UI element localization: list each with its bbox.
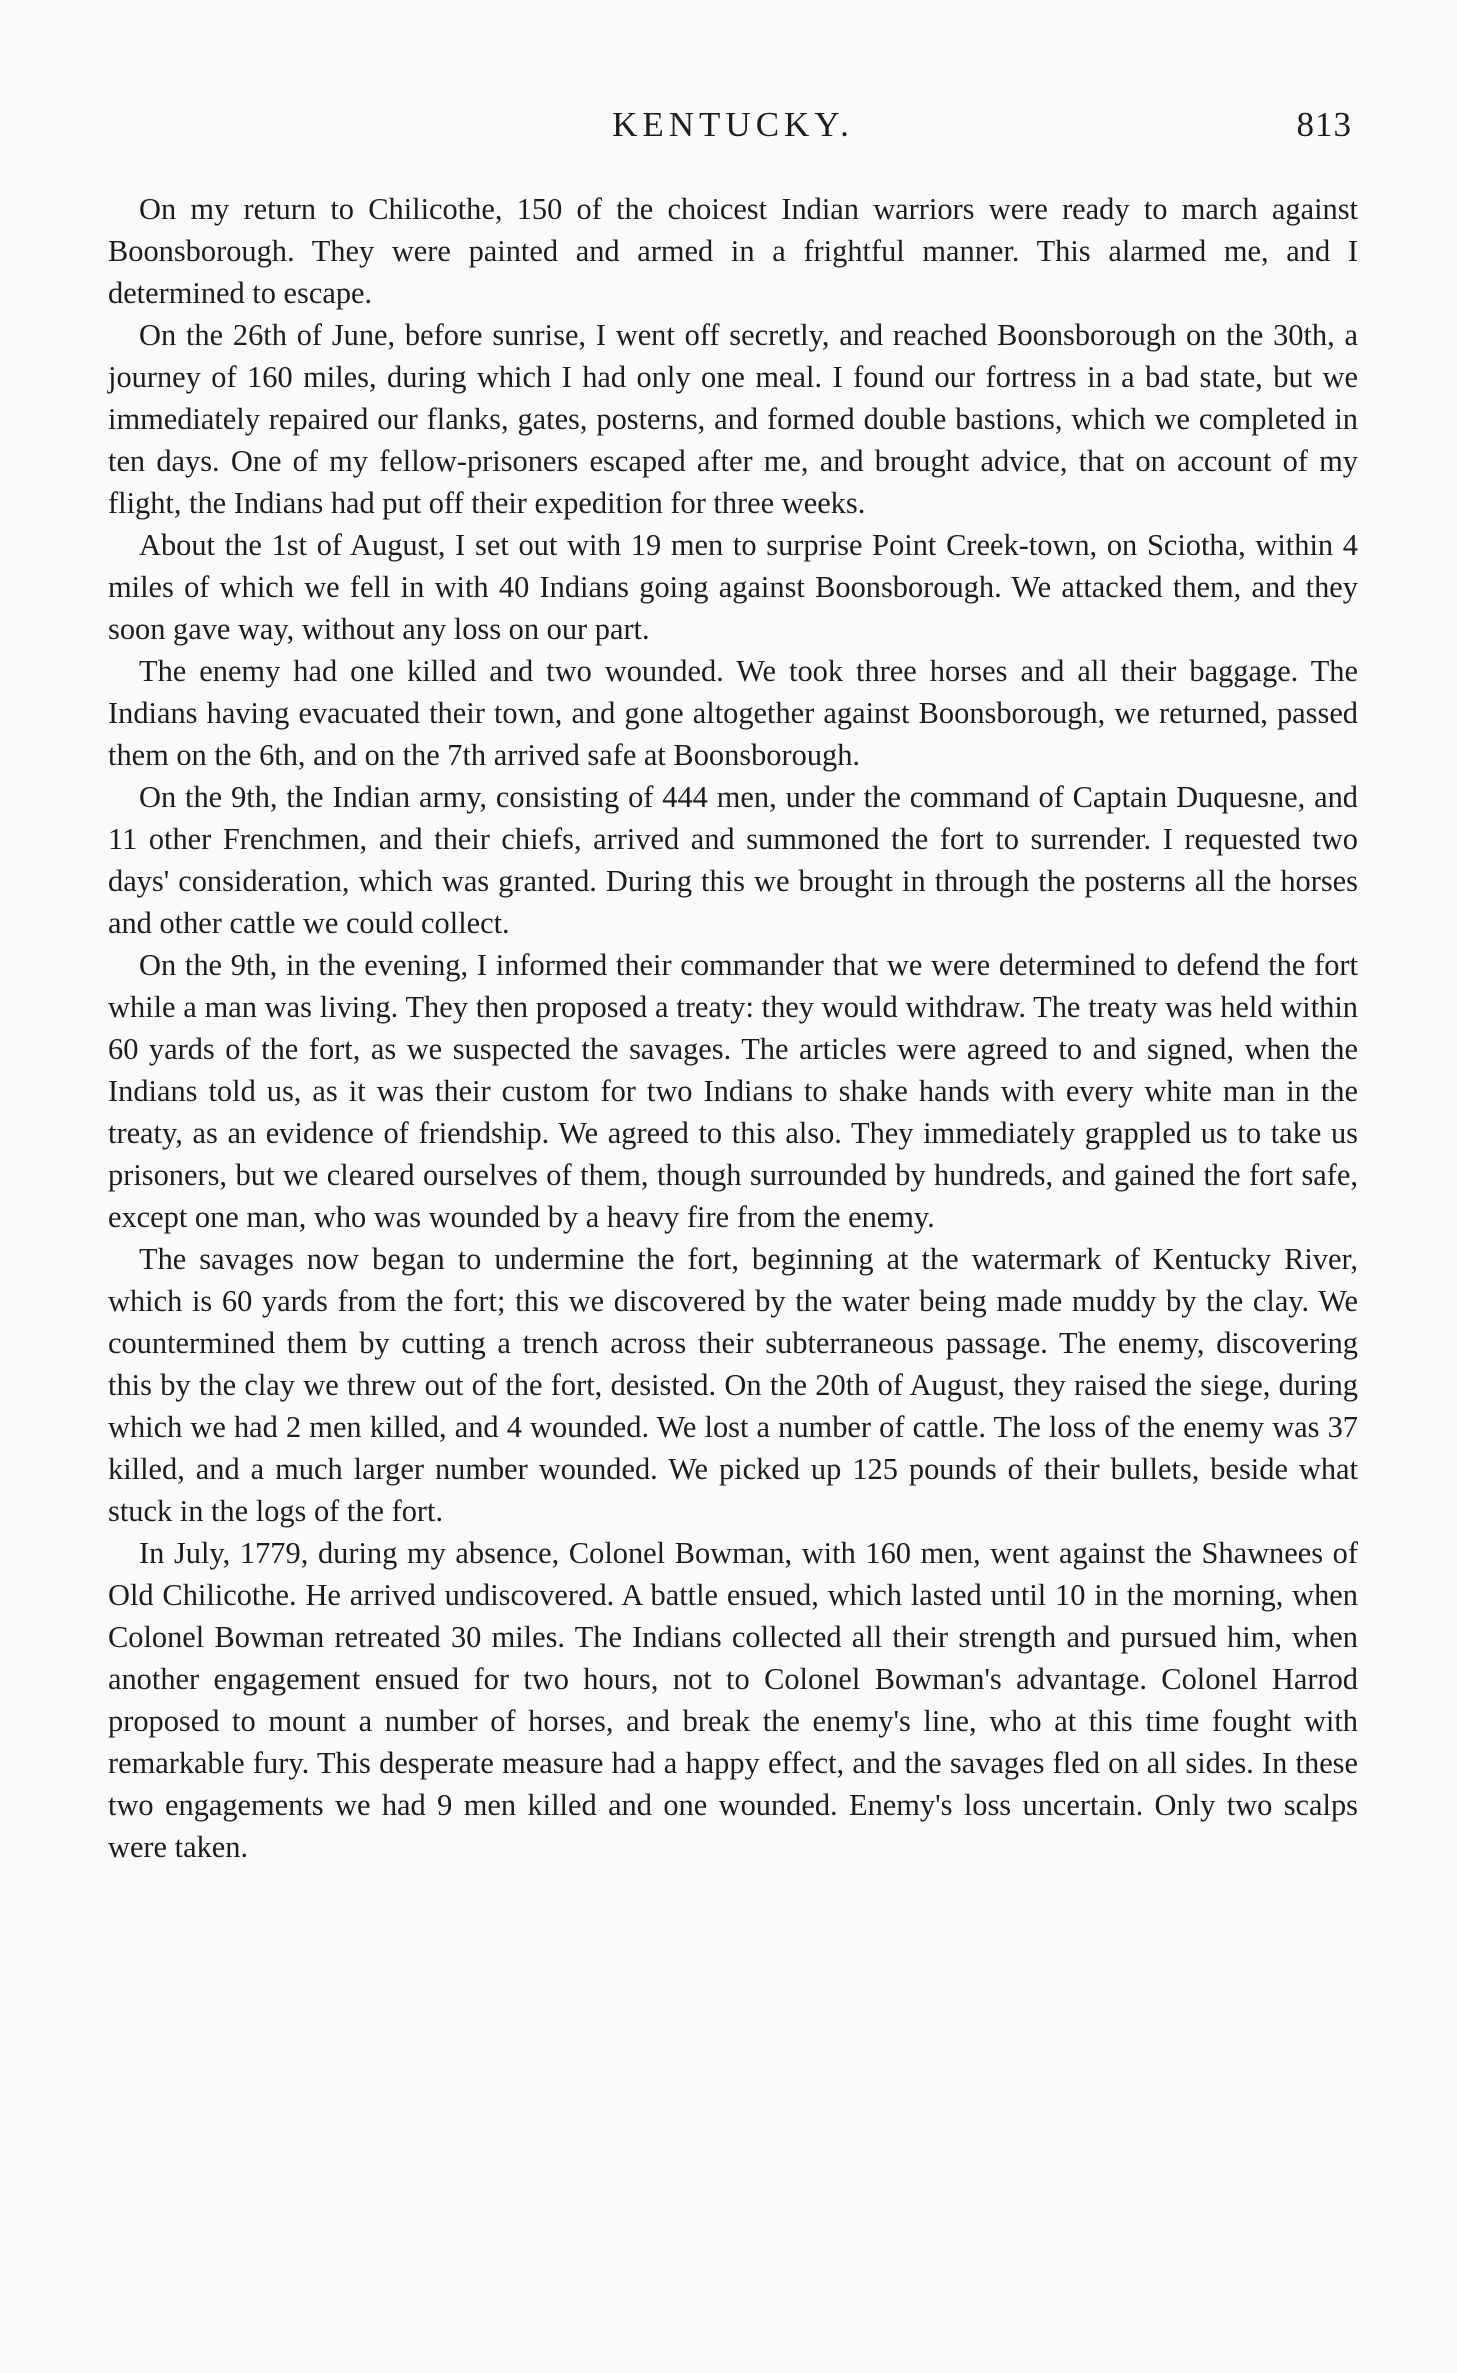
page-number: 813 <box>1296 105 1352 144</box>
paragraph: The savages now began to undermine the fort, beginning at the watermark of Kentucky River, which is 60 yards from the fort; this we discovered by the water being made muddy by the clay. We countermined them by cutting a trench across their subterraneous passage. The enemy, discovering this by the clay we threw out of the fort, desisted. On the 20th of August, they raised the siege, during which we had 2 men killed, and 4 wounded. We lost a number of cattle. The loss of the enemy was 37 killed, and a much larger number wounded. We picked up 125 pounds of their bullets, beside what stuck in the logs of the fort. <box>108 1242 1358 1528</box>
body-text <box>108 188 1358 1868</box>
paragraph: On my return to Chilicothe, 150 of the choicest Indian warriors were ready to march against Boonsborough. They were painted and armed in a frightful manner. This alarmed me, and I determined to escape. <box>108 192 1358 310</box>
paragraph: On the 26th of June, before sunrise, I went off secretly, and reached Boonsborough on the 30th, a journey of 160 miles, during which I had only one meal. I found our fortress in a bad state, but we immediately repaired our flanks, gates, posterns, and formed double bastions, which we completed in ten days. One of my fellow-prisoners escaped after me, and brought advice, that on account of my flight, the Indians had put off their expedition for three weeks. <box>108 318 1358 520</box>
running-title: KENTUCKY. <box>612 105 854 144</box>
paragraph: On the 9th, in the evening, I informed their commander that we were determined to defend the fort while a man was living. They then proposed a treaty: they would withdraw. The treaty was held within 60 yards of the fort, as we suspected the savages. The articles were agreed to and signed, when the Indians told us, as it was their custom for two Indians to shake hands with every white man in the treaty, as an evidence of friendship. We agreed to this also. They immediately grappled us to take us prisoners, but we cleared ourselves of them, though surrounded by hundreds, and gained the fort safe, except one man, who was wounded by a heavy fire from the enemy. <box>108 948 1358 1234</box>
running-head <box>108 105 1358 155</box>
paragraph: About the 1st of August, I set out with 19 men to surprise Point Creek-town, on Sciotha, within 4 miles of which we fell in with 40 Indians going against Boonsborough. We attacked them, and they soon gave way, without any loss on our part. <box>108 528 1358 646</box>
paragraph: In July, 1779, during my absence, Colonel Bowman, with 160 men, went against the Shawnees of Old Chilicothe. He arrived undiscovered. A battle ensued, which lasted until 10 in the morning, when Colonel Bowman retreated 30 miles. The Indians collected all their strength and pursued him, when another engagement ensued for two hours, not to Colonel Bowman's advantage. Colonel Harrod proposed to mount a number of horses, and break the enemy's line, who at this time fought with remarkable fury. This desperate measure had a happy effect, and the savages fled on all sides. In these two engagements we had 9 men killed and one wounded. Enemy's loss uncertain. Only two scalps were taken. <box>108 1536 1358 1864</box>
paragraph: On the 9th, the Indian army, consisting of 444 men, under the command of Captain Duquesne, and 11 other Frenchmen, and their chiefs, arrived and summoned the fort to surrender. I requested two days' consideration, which was granted. During this we brought in through the posterns all the horses and other cattle we could collect. <box>108 780 1358 940</box>
paragraph: The enemy had one killed and two wounded. We took three horses and all their baggage. The Indians having evacuated their town, and gone altogether against Boonsborough, we returned, passed them on the 6th, and on the 7th arrived safe at Boonsborough. <box>108 654 1358 772</box>
